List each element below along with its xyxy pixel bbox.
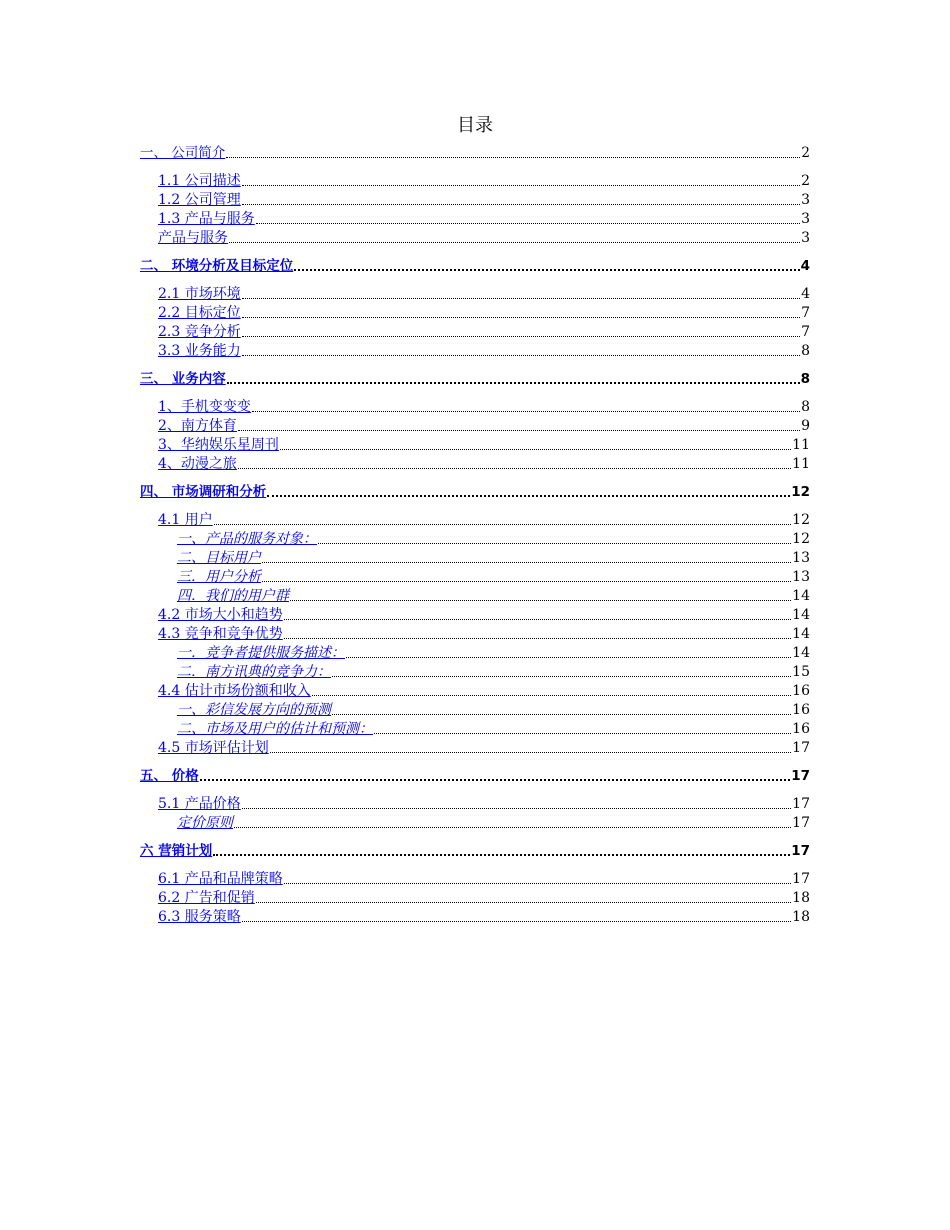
- toc-page-number: 12: [792, 512, 810, 528]
- toc-entry[interactable]: [158, 795, 810, 813]
- toc-entry[interactable]: [158, 511, 810, 529]
- toc-page-number: 14: [792, 588, 810, 604]
- toc-leader-dots: [242, 204, 800, 205]
- toc-entry[interactable]: [158, 417, 810, 435]
- toc-leader-dots: [213, 854, 790, 856]
- toc-entry-link[interactable]: 2.1 市场环境: [158, 286, 241, 302]
- toc-leader-dots: [332, 714, 791, 715]
- toc-leader-dots: [284, 638, 791, 639]
- toc-page-number: 9: [801, 418, 810, 434]
- toc-leader-dots: [374, 733, 791, 734]
- toc-leader-dots: [226, 157, 800, 158]
- toc-entry-link[interactable]: 2.3 竞争分析: [158, 324, 241, 340]
- toc-leader-dots: [280, 449, 791, 450]
- toc-page-number: 16: [792, 721, 810, 737]
- toc-leader-dots: [346, 657, 791, 658]
- toc-page-number: 17: [791, 768, 810, 784]
- toc-entry-link[interactable]: 4.4 估计市场份额和收入: [158, 683, 311, 699]
- toc-entry[interactable]: [177, 663, 810, 681]
- toc-page-number: 4: [801, 286, 810, 302]
- toc-leader-dots: [262, 581, 791, 582]
- toc-entry[interactable]: [158, 323, 810, 341]
- toc-leader-dots: [270, 752, 791, 753]
- toc-leader-dots: [238, 468, 791, 469]
- toc-leader-dots: [290, 600, 791, 601]
- toc-entry-link[interactable]: 1.2 公司管理: [158, 192, 241, 208]
- toc-leader-dots: [227, 382, 800, 384]
- toc-entry-link[interactable]: 六 营销计划: [140, 843, 213, 859]
- toc-page-number: 2: [801, 145, 810, 161]
- toc-entry-link[interactable]: 二、目标用户: [177, 550, 261, 566]
- toc-entry-link[interactable]: 3.3 业务能力: [158, 343, 241, 359]
- toc-entry[interactable]: [177, 530, 810, 548]
- toc-page-number: 7: [801, 305, 810, 321]
- toc-entry[interactable]: [158, 455, 810, 473]
- toc-entry-link[interactable]: 4.5 市场评估计划: [158, 740, 269, 756]
- toc-leader-dots: [256, 223, 800, 224]
- toc-page-number: 2: [801, 173, 810, 189]
- toc-entry-link[interactable]: 3、华纳娱乐星周刊: [158, 437, 279, 453]
- toc-leader-dots: [229, 242, 800, 243]
- toc-page-number: 3: [801, 211, 810, 227]
- toc-leader-dots: [284, 619, 791, 620]
- toc-page-number: 11: [792, 456, 810, 472]
- toc-entry-link[interactable]: 四、 市场调研和分析: [140, 484, 267, 500]
- toc-entry[interactable]: [158, 398, 810, 416]
- toc-entry[interactable]: [177, 701, 810, 719]
- toc-entry-link[interactable]: 6.1 产品和品牌策略: [158, 871, 283, 887]
- toc-entry-link[interactable]: 定价原则: [177, 815, 233, 831]
- toc-entry[interactable]: [140, 842, 810, 860]
- toc-page-number: 13: [792, 569, 810, 585]
- toc-entry[interactable]: [158, 229, 810, 247]
- toc-page-number: 13: [792, 550, 810, 566]
- toc-entry[interactable]: [158, 172, 810, 190]
- toc-leader-dots: [252, 411, 800, 412]
- toc-leader-dots: [332, 676, 791, 677]
- toc-entry-link[interactable]: 三．用户分析: [177, 569, 261, 585]
- toc-leader-dots: [242, 355, 800, 356]
- toc-leader-dots: [214, 524, 791, 525]
- toc-entry[interactable]: [158, 606, 810, 624]
- toc-leader-dots: [284, 883, 791, 884]
- toc-page-number: 8: [801, 399, 810, 415]
- toc-entry-link[interactable]: 一、 公司简介: [140, 145, 226, 161]
- toc-leader-dots: [256, 902, 791, 903]
- toc-entry-link[interactable]: 四．我们的用户群: [177, 588, 289, 604]
- toc-entry[interactable]: [158, 285, 810, 303]
- toc-leader-dots: [200, 779, 791, 781]
- toc-entry-link[interactable]: 一、产品的服务对象：: [177, 531, 317, 547]
- toc-leader-dots: [234, 827, 791, 828]
- toc-page-number: 17: [792, 740, 810, 756]
- toc-entry-link[interactable]: 4.2 市场大小和趋势: [158, 607, 283, 623]
- toc-entry[interactable]: [177, 814, 810, 832]
- toc-entry[interactable]: [158, 210, 810, 228]
- toc-entry[interactable]: [158, 908, 810, 926]
- toc-entry[interactable]: [177, 587, 810, 605]
- toc-leader-dots: [242, 317, 800, 318]
- toc-entry[interactable]: [158, 191, 810, 209]
- toc-page-number: 16: [792, 683, 810, 699]
- toc-page-number: 17: [792, 815, 810, 831]
- toc-entry[interactable]: [140, 257, 810, 275]
- toc-page-number: 16: [792, 702, 810, 718]
- toc-entry-link[interactable]: 4.1 用户: [158, 512, 213, 528]
- toc-entry[interactable]: [177, 549, 810, 567]
- toc-entry-link[interactable]: 6.3 服务策略: [158, 909, 241, 925]
- toc-entry-link[interactable]: 一．竞争者提供服务描述：: [177, 645, 345, 661]
- toc-leader-dots: [238, 430, 800, 431]
- toc-entry-link[interactable]: 二．南方讯典的竞争力：: [177, 664, 331, 680]
- toc-leader-dots: [242, 298, 800, 299]
- toc-page-number: 18: [792, 909, 810, 925]
- toc-leader-dots: [294, 269, 799, 271]
- toc-entry-link[interactable]: 2.2 目标定位: [158, 305, 241, 321]
- toc-page-number: 8: [801, 343, 810, 359]
- toc-entry[interactable]: [140, 144, 810, 162]
- toc-page-number: 8: [800, 371, 810, 387]
- toc-entry-link[interactable]: 二、 环境分析及目标定位: [140, 258, 294, 274]
- toc-page-number: 17: [792, 871, 810, 887]
- toc-entry[interactable]: [158, 870, 810, 888]
- toc-entry-link[interactable]: 4、动漫之旅: [158, 456, 237, 472]
- toc-page-number: 17: [791, 843, 810, 859]
- toc-entry[interactable]: [158, 739, 810, 757]
- toc-page-number: 7: [801, 324, 810, 340]
- toc-page-number: 15: [792, 664, 810, 680]
- toc-entry[interactable]: [177, 644, 810, 662]
- toc-page-number: 17: [792, 796, 810, 812]
- toc-page-number: 14: [792, 626, 810, 642]
- toc-entry[interactable]: [140, 483, 810, 501]
- toc-entry[interactable]: [158, 889, 810, 907]
- toc-page-number: 4: [800, 258, 810, 274]
- toc-page-number: 18: [792, 890, 810, 906]
- toc-entry-link[interactable]: 一、彩信发展方向的预测: [177, 702, 331, 718]
- toc-entry-link[interactable]: 2、南方体育: [158, 418, 237, 434]
- toc-leader-dots: [267, 495, 790, 497]
- toc-entry-link[interactable]: 产品与服务: [158, 230, 228, 246]
- toc-leader-dots: [242, 185, 800, 186]
- toc-entry[interactable]: [158, 625, 810, 643]
- toc-leader-dots: [262, 562, 791, 563]
- toc-entry-link[interactable]: 1.3 产品与服务: [158, 211, 255, 227]
- toc-entry[interactable]: [158, 682, 810, 700]
- toc-entry-link[interactable]: 5.1 产品价格: [158, 796, 241, 812]
- toc-page-number: 12: [791, 484, 810, 500]
- toc-page-number: 3: [801, 192, 810, 208]
- toc-leader-dots: [242, 808, 791, 809]
- toc-entry[interactable]: [177, 568, 810, 586]
- toc-entry[interactable]: [158, 342, 810, 360]
- toc-page-number: 3: [801, 230, 810, 246]
- toc-title: 目录: [457, 115, 493, 136]
- toc-entry[interactable]: [140, 767, 810, 785]
- toc-leader-dots: [242, 336, 800, 337]
- toc-entry[interactable]: [177, 720, 810, 738]
- toc-entry-link[interactable]: 二、市场及用户的估计和预测：: [177, 721, 373, 737]
- toc-entry-link[interactable]: 三、 业务内容: [140, 371, 226, 387]
- toc-entry-link[interactable]: 五、 价格: [140, 768, 199, 784]
- toc-page-number: 14: [792, 645, 810, 661]
- toc-entry[interactable]: [158, 304, 810, 322]
- toc-entry-link[interactable]: 6.2 广告和促销: [158, 890, 255, 906]
- toc-entry-link[interactable]: 1.1 公司描述: [158, 173, 241, 189]
- toc-page-number: 11: [792, 437, 810, 453]
- toc-page-number: 12: [792, 531, 810, 547]
- toc-leader-dots: [242, 921, 791, 922]
- toc-page-number: 14: [792, 607, 810, 623]
- toc-entry[interactable]: [158, 436, 810, 454]
- toc-entry[interactable]: [140, 370, 810, 388]
- toc-leader-dots: [318, 543, 791, 544]
- toc-leader-dots: [312, 695, 791, 696]
- toc-entry-link[interactable]: 4.3 竞争和竞争优势: [158, 626, 283, 642]
- toc-entry-link[interactable]: 1、手机变变变: [158, 399, 251, 415]
